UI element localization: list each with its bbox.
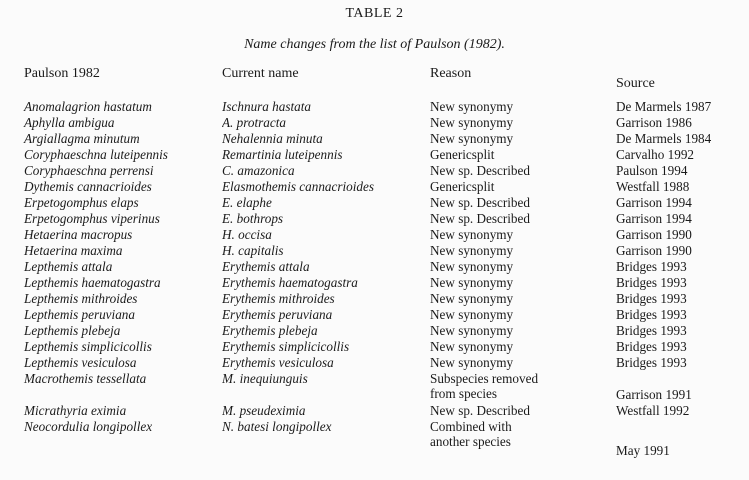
reason-line: New synonymy — [430, 291, 514, 306]
current-name-cell: H. capitalis — [222, 243, 284, 258]
reason-line: New sp. Described — [430, 195, 530, 210]
current-name-cell: E. bothrops — [222, 211, 284, 226]
table-row — [0, 291, 749, 307]
current-name-cell: Erythemis attala — [222, 259, 310, 274]
reason-line: New synonymy — [430, 99, 514, 114]
old-name-cell: Micrathyria eximia — [24, 403, 127, 418]
current-name-cell: Nehalennia minuta — [222, 131, 323, 146]
source-cell: Garrison 1986 — [616, 115, 692, 130]
current-name-cell: Remartinia luteipennis — [222, 147, 343, 162]
table-row — [0, 163, 749, 179]
source-cell: Garrison 1994 — [616, 211, 692, 226]
current-name-cell: N. batesi longipollex — [222, 419, 332, 434]
table-row — [0, 147, 749, 163]
reason-line: New sp. Described — [430, 211, 530, 226]
reason-line: Combined with — [430, 419, 512, 434]
reason-cell — [430, 259, 513, 274]
table-row — [0, 307, 749, 323]
reason-cell — [430, 115, 513, 130]
reason-cell — [430, 195, 530, 210]
reason-line: New synonymy — [430, 131, 514, 146]
reason-line: Genericsplit — [430, 147, 495, 162]
old-name-cell: Lepthemis attala — [24, 259, 113, 274]
reason-line: New synonymy — [430, 227, 514, 242]
reason-cell — [430, 243, 513, 258]
table-caption: Name changes from the list of Paulson (1982). — [244, 37, 505, 52]
source-cell: Bridges 1993 — [616, 355, 687, 370]
reason-cell — [430, 403, 530, 418]
table-row — [0, 211, 749, 227]
old-name-cell: Coryphaeschna luteipennis — [24, 147, 168, 162]
reason-cell — [430, 291, 513, 306]
source-cell: De Marmels 1987 — [616, 99, 712, 114]
table-title: TABLE 2 — [345, 6, 404, 21]
reason-cell — [430, 339, 513, 354]
table-row — [0, 99, 749, 115]
current-name-cell: Erythemis haematogastra — [222, 275, 358, 290]
source-cell: Bridges 1993 — [616, 291, 687, 306]
source-cell: Garrison 1994 — [616, 195, 692, 210]
source-cell: Garrison 1991 — [616, 387, 692, 402]
reason-cell — [430, 163, 530, 178]
reason-line: New synonymy — [430, 323, 514, 338]
old-name-cell: Erpetogomphus elaps — [24, 195, 139, 210]
old-name-cell: Hetaerina maxima — [24, 243, 123, 258]
current-name-cell: H. occisa — [222, 227, 272, 242]
old-name-cell: Lepthemis peruviana — [24, 307, 135, 322]
reason-cell — [430, 179, 494, 194]
source-cell: Garrison 1990 — [616, 227, 692, 242]
table-body — [0, 99, 749, 458]
old-name-cell: Neocordulia longipollex — [24, 419, 153, 434]
reason-cell — [430, 131, 513, 146]
old-name-cell: Anomalagrion hastatum — [24, 99, 152, 114]
reason-line: another species — [430, 434, 511, 449]
table-row — [0, 227, 749, 243]
old-name-cell: Lepthemis haematogastra — [24, 275, 161, 290]
old-name-cell: Lepthemis simplicicollis — [24, 339, 152, 354]
reason-line: New sp. Described — [430, 163, 530, 178]
source-cell: Carvalho 1992 — [616, 147, 695, 162]
reason-line: New synonymy — [430, 259, 514, 274]
source-cell: Westfall 1988 — [616, 179, 690, 194]
source-cell: Bridges 1993 — [616, 339, 687, 354]
old-name-cell: Hetaerina macropus — [24, 227, 133, 242]
old-name-cell: Lepthemis plebeja — [24, 323, 121, 338]
table-row — [0, 131, 749, 147]
table-row — [0, 259, 749, 275]
source-cell: May 1991 — [616, 443, 670, 458]
column-header-reason: Reason — [430, 66, 472, 81]
source-cell: Paulson 1994 — [616, 163, 688, 178]
old-name-cell: Macrothemis tessellata — [24, 371, 147, 386]
table-row — [0, 355, 749, 371]
reason-cell — [430, 147, 494, 162]
reason-cell — [430, 355, 513, 370]
table-row — [0, 419, 749, 458]
table-row — [0, 323, 749, 339]
reason-line: Subspecies removed — [430, 371, 539, 386]
old-name-cell: Aphylla ambigua — [24, 115, 115, 130]
source-cell: De Marmels 1984 — [616, 131, 712, 146]
current-name-cell: Elasmothemis cannacrioides — [222, 179, 375, 194]
current-name-cell: Erythemis simplicicollis — [222, 339, 350, 354]
old-name-cell: Lepthemis vesiculosa — [24, 355, 137, 370]
reason-line: New sp. Described — [430, 403, 530, 418]
table-row — [0, 195, 749, 211]
current-name-cell: Erythemis peruviana — [222, 307, 333, 322]
source-cell: Bridges 1993 — [616, 307, 687, 322]
reason-cell — [430, 275, 513, 290]
table-row — [0, 403, 749, 419]
column-header-current-name: Current name — [222, 66, 299, 81]
column-header-paulson-1982: Paulson 1982 — [24, 66, 100, 81]
current-name-cell: E. elaphe — [222, 195, 272, 210]
table-row — [0, 275, 749, 291]
current-name-cell: Erythemis vesiculosa — [222, 355, 334, 370]
reason-cell — [430, 227, 513, 242]
table-row — [0, 179, 749, 195]
reason-line: New synonymy — [430, 355, 514, 370]
table-row — [0, 243, 749, 259]
table-row — [0, 115, 749, 131]
reason-cell — [430, 99, 513, 114]
reason-line: Genericsplit — [430, 179, 495, 194]
current-name-cell: Erythemis mithroides — [222, 291, 335, 306]
current-name-cell: M. pseudeximia — [222, 403, 306, 418]
current-name-cell: C. amazonica — [222, 163, 295, 178]
source-cell: Westfall 1992 — [616, 403, 690, 418]
reason-cell — [430, 419, 512, 449]
column-header-source: Source — [616, 76, 655, 91]
source-cell: Bridges 1993 — [616, 275, 687, 290]
reason-line: New synonymy — [430, 275, 514, 290]
table-row — [0, 339, 749, 355]
reason-line: New synonymy — [430, 339, 514, 354]
source-cell: Bridges 1993 — [616, 323, 687, 338]
source-cell: Bridges 1993 — [616, 259, 687, 274]
reason-cell — [430, 307, 513, 322]
current-name-cell: A. protracta — [222, 115, 286, 130]
reason-cell — [430, 211, 530, 226]
current-name-cell: Erythemis plebeja — [222, 323, 318, 338]
current-name-cell: Ischnura hastata — [222, 99, 312, 114]
current-name-cell: M. inequiunguis — [222, 371, 308, 386]
source-cell: Garrison 1990 — [616, 243, 692, 258]
old-name-cell: Lepthemis mithroides — [24, 291, 138, 306]
old-name-cell: Dythemis cannacrioides — [24, 179, 152, 194]
reason-cell — [430, 323, 513, 338]
reason-line: New synonymy — [430, 243, 514, 258]
reason-line: from species — [430, 386, 498, 401]
old-name-cell: Argiallagma minutum — [24, 131, 140, 146]
old-name-cell: Erpetogomphus viperinus — [24, 211, 160, 226]
table-row — [0, 371, 749, 403]
reason-cell — [430, 371, 538, 401]
old-name-cell: Coryphaeschna perrensi — [24, 163, 154, 178]
reason-line: New synonymy — [430, 115, 514, 130]
reason-line: New synonymy — [430, 307, 514, 322]
